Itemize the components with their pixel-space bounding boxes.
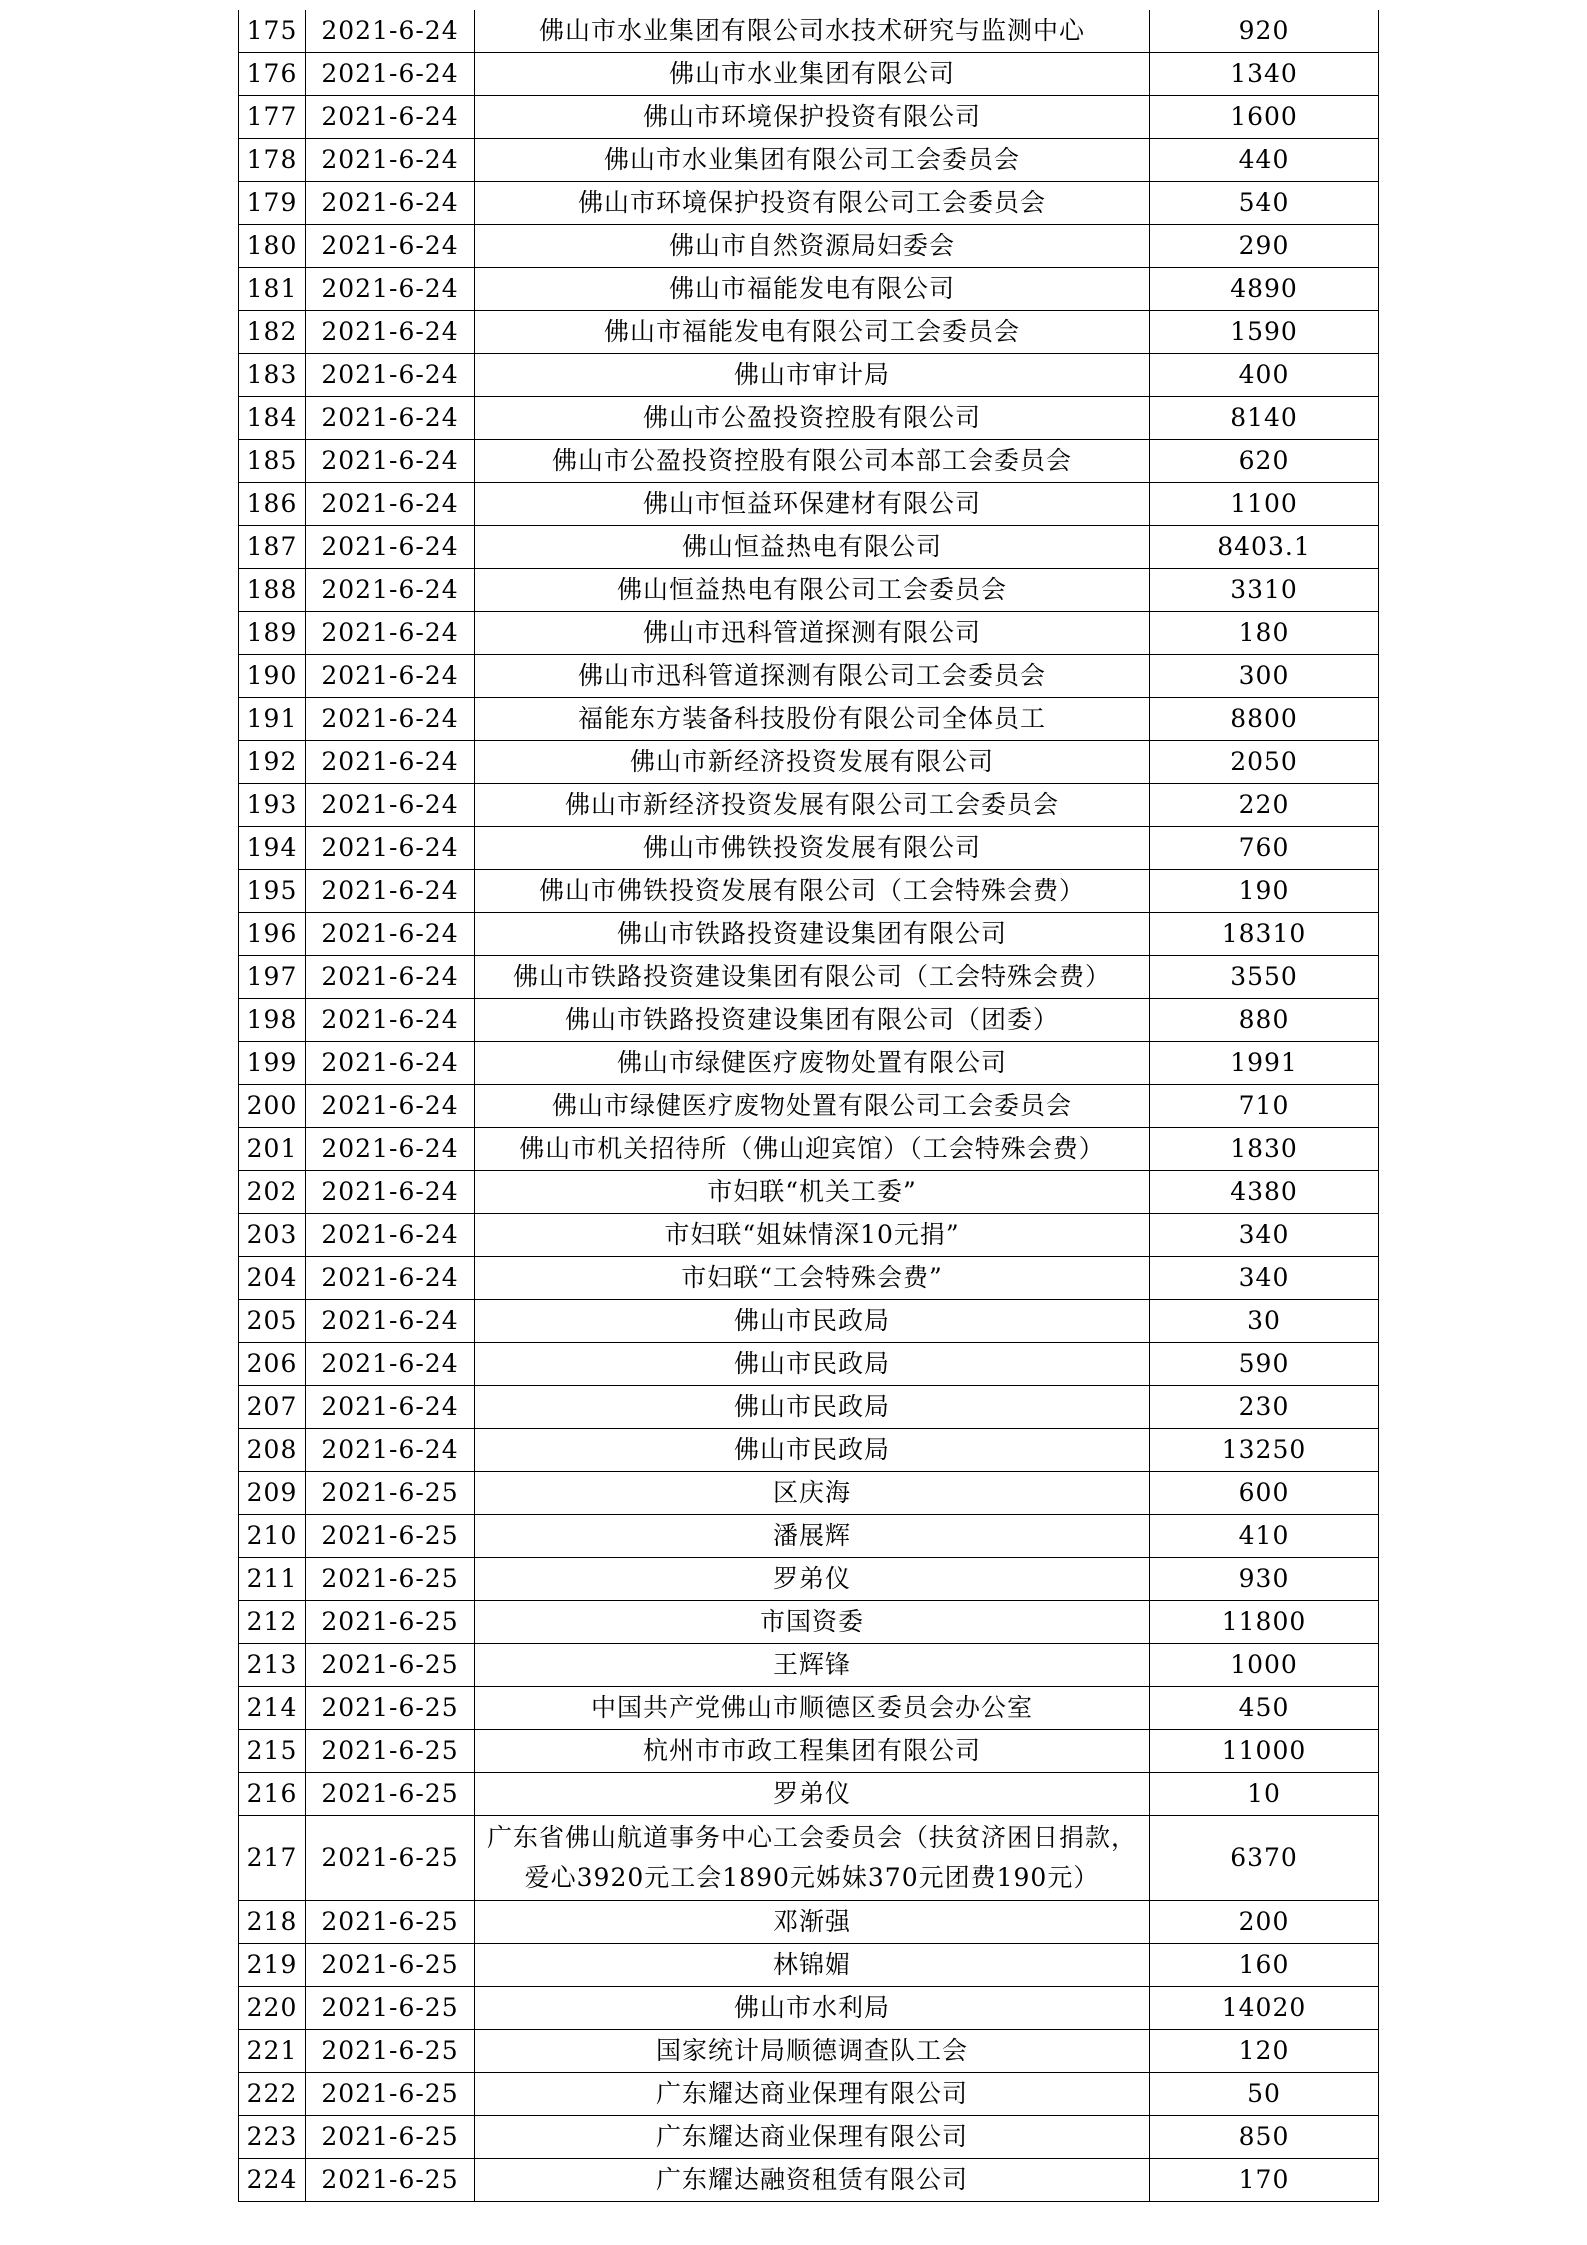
donation-amount: 440 [1150,139,1379,182]
table-row [239,268,1379,311]
donation-date: 2021-6-25 [306,1472,475,1515]
donor-name: 广东耀达商业保理有限公司 [475,2073,1150,2116]
donor-name: 佛山市民政局 [475,1429,1150,1472]
donation-date: 2021-6-25 [306,1816,475,1901]
row-number: 183 [239,354,306,397]
table-row [239,655,1379,698]
donation-amount: 50 [1150,2073,1379,2116]
row-number: 203 [239,1214,306,1257]
row-number: 182 [239,311,306,354]
table-row [239,1558,1379,1601]
donation-amount: 710 [1150,1085,1379,1128]
table-row [239,1214,1379,1257]
donation-amount: 300 [1150,655,1379,698]
donation-date: 2021-6-24 [306,1300,475,1343]
donor-name: 广东耀达商业保理有限公司 [475,2116,1150,2159]
donor-name: 佛山市水业集团有限公司工会委员会 [475,139,1150,182]
row-number: 175 [239,10,306,53]
donation-amount: 160 [1150,1944,1379,1987]
table-row [239,311,1379,354]
donor-name: 佛山市审计局 [475,354,1150,397]
donation-date: 2021-6-24 [306,53,475,96]
donation-amount: 1000 [1150,1644,1379,1687]
row-number: 195 [239,870,306,913]
donation-date: 2021-6-24 [306,1085,475,1128]
row-number: 200 [239,1085,306,1128]
donor-name: 福能东方装备科技股份有限公司全体员工 [475,698,1150,741]
table-row [239,1773,1379,1816]
row-number: 205 [239,1300,306,1343]
donor-name: 佛山市福能发电有限公司 [475,268,1150,311]
donation-amount: 4890 [1150,268,1379,311]
donor-name: 潘展辉 [475,1515,1150,1558]
donation-date: 2021-6-24 [306,870,475,913]
donation-date: 2021-6-25 [306,1601,475,1644]
donor-name: 罗弟仪 [475,1773,1150,1816]
donation-date: 2021-6-24 [306,569,475,612]
donation-date: 2021-6-25 [306,1558,475,1601]
donation-amount: 620 [1150,440,1379,483]
donation-date: 2021-6-24 [306,311,475,354]
table-row [239,827,1379,870]
donation-amount: 930 [1150,1558,1379,1601]
donor-name: 佛山市水业集团有限公司 [475,53,1150,96]
row-number: 210 [239,1515,306,1558]
donation-amount: 8140 [1150,397,1379,440]
row-number: 208 [239,1429,306,1472]
table-row [239,1257,1379,1300]
row-number: 188 [239,569,306,612]
donor-name: 杭州市市政工程集团有限公司 [475,1730,1150,1773]
table-row [239,741,1379,784]
donation-amount: 540 [1150,182,1379,225]
row-number: 193 [239,784,306,827]
donor-name: 佛山市新经济投资发展有限公司 [475,741,1150,784]
row-number: 219 [239,1944,306,1987]
donation-amount: 400 [1150,354,1379,397]
donation-amount: 590 [1150,1343,1379,1386]
row-number: 214 [239,1687,306,1730]
donation-amount: 1340 [1150,53,1379,96]
table-row [239,483,1379,526]
table-row [239,1085,1379,1128]
donation-amount: 4380 [1150,1171,1379,1214]
row-number: 184 [239,397,306,440]
donation-date: 2021-6-24 [306,827,475,870]
donation-date: 2021-6-25 [306,1901,475,1944]
donor-name: 佛山恒益热电有限公司工会委员会 [475,569,1150,612]
table-row [239,569,1379,612]
table-row [239,956,1379,999]
donor-name: 佛山市环境保护投资有限公司工会委员会 [475,182,1150,225]
table-row [239,784,1379,827]
row-number: 180 [239,225,306,268]
donor-name: 佛山市机关招待所（佛山迎宾馆）（工会特殊会费） [475,1128,1150,1171]
donor-name: 罗弟仪 [475,1558,1150,1601]
donor-name: 佛山市水利局 [475,1987,1150,2030]
row-number: 178 [239,139,306,182]
table-row [239,1644,1379,1687]
donation-amount: 2050 [1150,741,1379,784]
table-row [239,1171,1379,1214]
table-row [239,10,1379,53]
donation-amount: 11800 [1150,1601,1379,1644]
row-number: 215 [239,1730,306,1773]
donation-amount: 880 [1150,999,1379,1042]
donation-date: 2021-6-24 [306,96,475,139]
donor-name: 佛山市公盈投资控股有限公司 [475,397,1150,440]
donation-date: 2021-6-24 [306,1171,475,1214]
donor-name: 佛山市自然资源局妇委会 [475,225,1150,268]
row-number: 191 [239,698,306,741]
row-number: 223 [239,2116,306,2159]
donation-amount: 220 [1150,784,1379,827]
donation-amount: 1590 [1150,311,1379,354]
donation-amount: 1600 [1150,96,1379,139]
table-row [239,225,1379,268]
donor-name: 佛山市民政局 [475,1343,1150,1386]
donation-amount: 8800 [1150,698,1379,741]
donor-name: 区庆海 [475,1472,1150,1515]
donation-date: 2021-6-24 [306,999,475,1042]
donation-amount: 1991 [1150,1042,1379,1085]
row-number: 220 [239,1987,306,2030]
row-number: 177 [239,96,306,139]
row-number: 212 [239,1601,306,1644]
donation-date: 2021-6-24 [306,698,475,741]
donor-name: 中国共产党佛山市顺德区委员会办公室 [475,1687,1150,1730]
row-number: 192 [239,741,306,784]
donation-date: 2021-6-24 [306,268,475,311]
donation-amount: 180 [1150,612,1379,655]
donation-amount: 1830 [1150,1128,1379,1171]
donation-date: 2021-6-24 [306,225,475,268]
donor-name: 市妇联“姐妹情深10元捐” [475,1214,1150,1257]
table-row [239,139,1379,182]
table-row [239,1687,1379,1730]
table-row [239,612,1379,655]
donor-name: 佛山市福能发电有限公司工会委员会 [475,311,1150,354]
donation-date: 2021-6-24 [306,1214,475,1257]
donor-name: 佛山市新经济投资发展有限公司工会委员会 [475,784,1150,827]
table-row [239,1343,1379,1386]
donation-amount: 18310 [1150,913,1379,956]
donor-name: 佛山市铁路投资建设集团有限公司（工会特殊会费） [475,956,1150,999]
row-number: 204 [239,1257,306,1300]
donation-table [238,10,1379,2202]
donor-name: 佛山市迅科管道探测有限公司工会委员会 [475,655,1150,698]
donor-name: 佛山市恒益环保建材有限公司 [475,483,1150,526]
donation-date: 2021-6-24 [306,956,475,999]
donor-name: 市国资委 [475,1601,1150,1644]
table-row [239,1128,1379,1171]
donor-name: 王辉锋 [475,1644,1150,1687]
donation-date: 2021-6-24 [306,913,475,956]
table-row [239,999,1379,1042]
donation-amount: 30 [1150,1300,1379,1343]
table-row [239,1901,1379,1944]
donor-name: 市妇联“机关工委” [475,1171,1150,1214]
row-number: 194 [239,827,306,870]
donor-name: 佛山市铁路投资建设集团有限公司（团委） [475,999,1150,1042]
donation-amount: 290 [1150,225,1379,268]
table-row [239,870,1379,913]
row-number: 207 [239,1386,306,1429]
row-number: 222 [239,2073,306,2116]
donation-date: 2021-6-24 [306,1128,475,1171]
row-number: 213 [239,1644,306,1687]
row-number: 218 [239,1901,306,1944]
row-number: 196 [239,913,306,956]
donor-name: 邓渐强 [475,1901,1150,1944]
row-number: 201 [239,1128,306,1171]
table-row [239,1515,1379,1558]
donation-date: 2021-6-24 [306,655,475,698]
table-row [239,182,1379,225]
table-row [239,1987,1379,2030]
row-number: 187 [239,526,306,569]
donation-date: 2021-6-24 [306,139,475,182]
table-row [239,440,1379,483]
row-number: 186 [239,483,306,526]
donation-date: 2021-6-25 [306,1644,475,1687]
donation-amount: 14020 [1150,1987,1379,2030]
donation-date: 2021-6-24 [306,440,475,483]
row-number: 179 [239,182,306,225]
row-number: 189 [239,612,306,655]
table-row [239,2116,1379,2159]
donation-amount: 850 [1150,2116,1379,2159]
row-number: 216 [239,1773,306,1816]
table-row [239,1816,1379,1901]
donation-date: 2021-6-24 [306,1042,475,1085]
table-row [239,96,1379,139]
row-number: 181 [239,268,306,311]
donation-amount: 200 [1150,1901,1379,1944]
table-body [239,10,1379,2202]
row-number: 211 [239,1558,306,1601]
donor-name: 佛山市佛铁投资发展有限公司 [475,827,1150,870]
donation-date: 2021-6-25 [306,2116,475,2159]
donor-name: 佛山市佛铁投资发展有限公司（工会特殊会费） [475,870,1150,913]
donation-amount: 190 [1150,870,1379,913]
table-row [239,1730,1379,1773]
table-row [239,1472,1379,1515]
row-number: 197 [239,956,306,999]
table-row [239,53,1379,96]
row-number: 202 [239,1171,306,1214]
donor-name: 佛山市民政局 [475,1300,1150,1343]
donation-date: 2021-6-24 [306,1386,475,1429]
donor-name: 林锦媚 [475,1944,1150,1987]
donation-date: 2021-6-25 [306,2159,475,2202]
donor-name: 广东耀达融资租赁有限公司 [475,2159,1150,2202]
row-number: 209 [239,1472,306,1515]
donation-amount: 3550 [1150,956,1379,999]
row-number: 217 [239,1816,306,1901]
row-number: 190 [239,655,306,698]
donation-date: 2021-6-25 [306,1987,475,2030]
table-row [239,1042,1379,1085]
donation-date: 2021-6-25 [306,1515,475,1558]
donation-amount: 600 [1150,1472,1379,1515]
donation-date: 2021-6-24 [306,483,475,526]
table-row [239,1386,1379,1429]
table-row [239,1944,1379,1987]
donation-date: 2021-6-24 [306,1343,475,1386]
donor-name: 佛山市迅科管道探测有限公司 [475,612,1150,655]
donation-date: 2021-6-24 [306,612,475,655]
donation-date: 2021-6-25 [306,1687,475,1730]
donation-date: 2021-6-25 [306,1773,475,1816]
donation-date: 2021-6-24 [306,1257,475,1300]
donation-amount: 6370 [1150,1816,1379,1901]
row-number: 185 [239,440,306,483]
donation-amount: 1100 [1150,483,1379,526]
donation-date: 2021-6-24 [306,1429,475,1472]
donor-name: 佛山市公盈投资控股有限公司本部工会委员会 [475,440,1150,483]
donation-amount: 3310 [1150,569,1379,612]
table-row [239,1300,1379,1343]
table-row [239,1429,1379,1472]
donation-amount: 8403.1 [1150,526,1379,569]
donation-date: 2021-6-24 [306,10,475,53]
row-number: 199 [239,1042,306,1085]
row-number: 198 [239,999,306,1042]
row-number: 221 [239,2030,306,2073]
donation-date: 2021-6-25 [306,1730,475,1773]
donation-amount: 120 [1150,2030,1379,2073]
donation-amount: 13250 [1150,1429,1379,1472]
row-number: 206 [239,1343,306,1386]
donation-amount: 11000 [1150,1730,1379,1773]
donation-amount: 170 [1150,2159,1379,2202]
table-row [239,526,1379,569]
donation-date: 2021-6-24 [306,397,475,440]
donation-amount: 340 [1150,1257,1379,1300]
donor-name: 佛山市铁路投资建设集团有限公司 [475,913,1150,956]
donor-name: 广东省佛山航道事务中心工会委员会（扶贫济困日捐款，爱心3920元工会1890元姊妹370元团费190元） [475,1816,1150,1901]
table-row [239,698,1379,741]
donor-name: 佛山市水业集团有限公司水技术研究与监测中心 [475,10,1150,53]
donation-date: 2021-6-25 [306,2030,475,2073]
donor-name: 佛山市绿健医疗废物处置有限公司工会委员会 [475,1085,1150,1128]
table-row [239,397,1379,440]
donation-amount: 10 [1150,1773,1379,1816]
donation-date: 2021-6-25 [306,2073,475,2116]
donation-date: 2021-6-24 [306,741,475,784]
donation-amount: 410 [1150,1515,1379,1558]
donation-amount: 230 [1150,1386,1379,1429]
table-row [239,2030,1379,2073]
donation-date: 2021-6-25 [306,1944,475,1987]
donation-date: 2021-6-24 [306,526,475,569]
donation-amount: 340 [1150,1214,1379,1257]
table-row [239,354,1379,397]
donation-date: 2021-6-24 [306,182,475,225]
donor-name: 市妇联“工会特殊会费” [475,1257,1150,1300]
donor-name: 佛山恒益热电有限公司 [475,526,1150,569]
table-row [239,2073,1379,2116]
donation-date: 2021-6-24 [306,354,475,397]
donation-amount: 450 [1150,1687,1379,1730]
donor-name: 佛山市民政局 [475,1386,1150,1429]
table-row [239,913,1379,956]
donation-amount: 760 [1150,827,1379,870]
donor-name: 佛山市环境保护投资有限公司 [475,96,1150,139]
donor-name: 佛山市绿健医疗废物处置有限公司 [475,1042,1150,1085]
donation-date: 2021-6-24 [306,784,475,827]
donation-amount: 920 [1150,10,1379,53]
donor-name: 国家统计局顺德调查队工会 [475,2030,1150,2073]
row-number: 224 [239,2159,306,2202]
table-row [239,2159,1379,2202]
table-row [239,1601,1379,1644]
row-number: 176 [239,53,306,96]
